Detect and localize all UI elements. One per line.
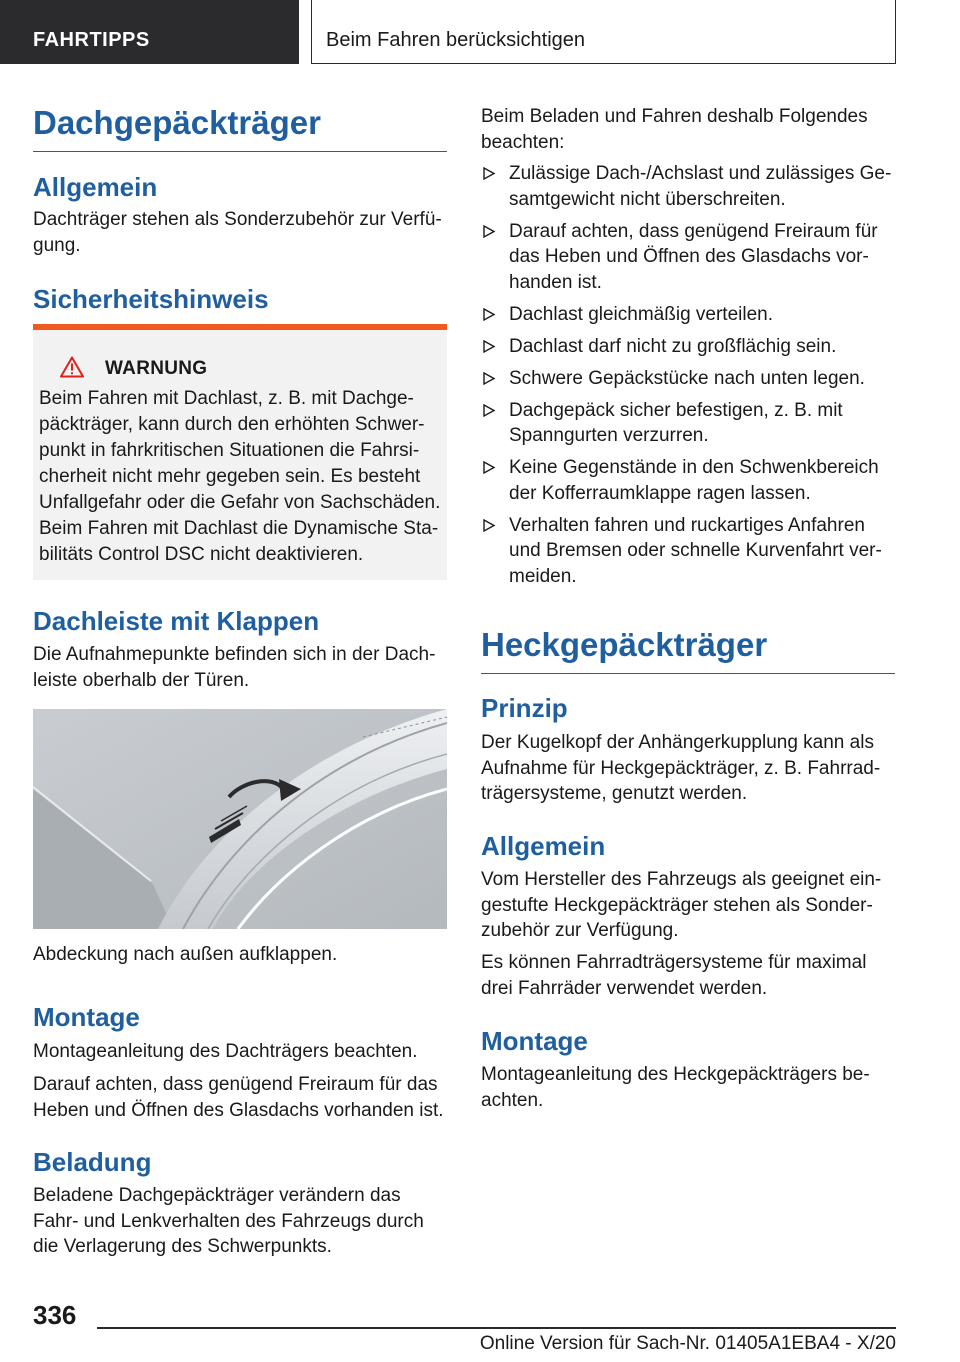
heading-dachleiste: Dachleiste mit Klappen <box>33 606 320 636</box>
page-title: Dachgepäckträger <box>33 105 447 152</box>
loading-rules-list <box>481 161 895 596</box>
heading-beladung: Beladung <box>33 1147 152 1177</box>
list-item: Darauf achten, dass genügend Freiraum für das Heben und Öffnen des Glasdachs vor- handen ist. <box>481 219 895 296</box>
heading-montage: Montage <box>33 1002 140 1032</box>
paragraph-prinzip: Der Kugelkopf der Anhängerkupplung kann als Aufnahme für Heckgepäckträger, z. B. Fahrrad- trägersysteme, genutzt werden. <box>481 732 881 804</box>
paragraph-montage-2: Darauf achten, dass genügend Freiraum für das Heben und Öffnen des Glasdachs vorhanden ist. <box>33 1074 444 1121</box>
right-column <box>481 0 895 1362</box>
heading-allgemein-heck: Allgemein <box>481 831 606 861</box>
left-column <box>33 0 447 1362</box>
heading-prinzip: Prinzip <box>481 693 568 723</box>
paragraph-montage-1: Montageanleitung des Dachträgers beachten. <box>33 1041 418 1062</box>
list-item: Dachgepäck sicher befestigen, z. B. mit Spanngurten verzurren. <box>481 398 895 449</box>
list-item: Dachlast gleichmäßig verteilen. <box>481 302 895 328</box>
paragraph-montage-heck: Montageanleitung des Heckgepäckträgers be- achten. <box>481 1064 870 1111</box>
section-title-heckgepaecktraeger: Heckgepäckträger <box>481 627 895 674</box>
footer-divider <box>97 1327 896 1329</box>
triangle-bullet-icon <box>481 334 497 359</box>
paragraph-allgemein-heck-2: Es können Fahrradträgersysteme für maximal drei Fahrräder verwendet werden. <box>481 952 867 999</box>
section-tab: FAHRTIPPS <box>0 0 299 64</box>
heading-allgemein: Allgemein <box>33 172 158 202</box>
triangle-bullet-icon <box>481 398 497 423</box>
triangle-bullet-icon <box>481 161 497 186</box>
triangle-bullet-icon <box>481 455 497 480</box>
list-item: Keine Gegenstände in den Schwenkbereich der Kofferraumklappe ragen lassen. <box>481 455 895 506</box>
list-item: Zulässige Dach-/Achslast und zulässiges Ge- samtgewicht nicht überschreiten. <box>481 161 895 212</box>
footer-version-text: Online Version für Sach-Nr. 01405A1EBA4 - X/20 <box>479 1333 896 1354</box>
triangle-bullet-icon <box>481 219 497 244</box>
list-item: Dachlast darf nicht zu großflächig sein. <box>481 334 895 360</box>
triangle-bullet-icon <box>481 302 497 327</box>
paragraph-allgemein: Dachträger stehen als Sonderzubehör zur Verfü- gung. <box>33 209 442 256</box>
list-item: Schwere Gepäckstücke nach unten legen. <box>481 366 895 392</box>
heading-montage-heck: Montage <box>481 1026 588 1056</box>
warning-text: Beim Fahren mit Dachlast, z. B. mit Dachge- päckträger, kann durch den erhöhten Schwer- punkt in fahrkritischen Situationen die Fahrsi- cherheit nicht mehr gegeben sein. Es besteht Unfallgefahr oder die Gefahr von Sachschäden. Beim Fahren mit Dachlast die Dynamische Sta- bilitäts Control DSC nicht deaktivieren. <box>39 388 441 565</box>
triangle-bullet-icon <box>481 513 497 538</box>
page-number: 336 <box>33 1300 77 1330</box>
chapter-title: Beim Fahren berücksichtigen <box>311 0 896 64</box>
paragraph-allgemein-heck-1: Vom Hersteller des Fahrzeugs als geeignet ein- gestufte Heckgepäckträger stehen als Sonder- zubehör zur Verfügung. <box>481 869 882 941</box>
triangle-bullet-icon <box>481 366 497 391</box>
paragraph-dachleiste: Die Aufnahmepunkte befinden sich in der Dach- leiste oberhalb der Türen. <box>33 644 436 691</box>
warning-title: WARNUNG <box>105 358 208 379</box>
warning-box <box>33 324 447 580</box>
photo-caption: Abdeckung nach außen aufklappen. <box>33 944 338 965</box>
list-item: Verhalten fahren und ruckartiges Anfahren und Bremsen oder schnelle Kurvenfahrt ver- meiden. <box>481 513 895 590</box>
paragraph-beladung: Beladene Dachgepäckträger verändern das Fahr- und Lenkverhalten des Fahrzeugs durch die Verlagerung des Schwerpunkts. <box>33 1185 424 1257</box>
roof-rail-photo <box>33 709 447 929</box>
warning-triangle-icon <box>60 356 84 378</box>
heading-sicherheitshinweis: Sicherheitshinweis <box>33 284 269 314</box>
paragraph-intro: Beim Beladen und Fahren deshalb Folgendes beachten: <box>481 106 868 153</box>
